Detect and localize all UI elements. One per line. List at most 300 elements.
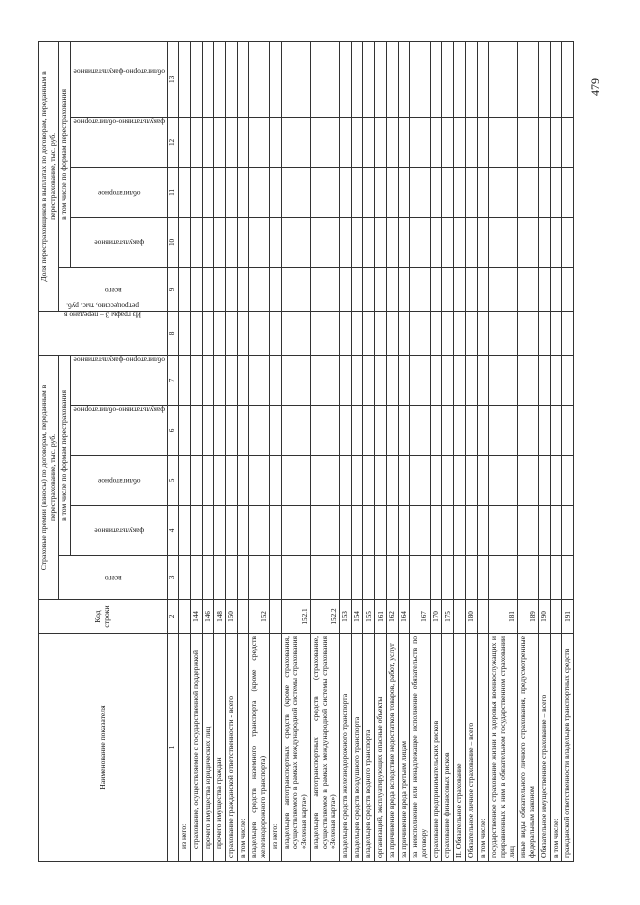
table-row <box>398 41 410 861</box>
value-cell <box>430 117 442 167</box>
value-cell <box>489 117 518 167</box>
value-cell <box>226 167 238 217</box>
value-cell <box>398 217 410 267</box>
value-cell <box>550 41 562 117</box>
value-cell <box>214 311 226 355</box>
value-cell <box>237 311 249 355</box>
row-name: страхование предпринимательских рисков <box>430 634 442 862</box>
value-cell <box>339 506 351 556</box>
value-cell <box>386 355 398 405</box>
value-cell <box>226 406 238 456</box>
value-cell <box>562 355 574 405</box>
rotated-page-content <box>38 42 583 862</box>
value-cell <box>226 456 238 506</box>
value-cell <box>310 167 339 217</box>
value-cell <box>226 267 238 311</box>
value-cell <box>179 217 191 267</box>
value-cell <box>410 311 430 355</box>
value-cell <box>249 556 269 600</box>
value-cell <box>398 167 410 217</box>
row-code: 152.1 <box>281 600 310 634</box>
row-name: II. Обязательное страхование <box>454 634 466 862</box>
value-cell <box>550 406 562 456</box>
value-cell <box>454 556 466 600</box>
value-cell <box>386 456 398 506</box>
row-name: иные виды обязательного личного страхования, предусмотренные федеральным законом <box>518 634 538 862</box>
column-number-cell: 2 <box>168 600 179 634</box>
value-cell <box>214 556 226 600</box>
value-cell <box>190 267 202 311</box>
value-cell <box>363 506 375 556</box>
value-cell <box>410 506 430 556</box>
value-cell <box>562 311 574 355</box>
value-cell <box>430 167 442 217</box>
value-cell <box>190 41 202 117</box>
row-code: 146 <box>202 600 214 634</box>
value-cell <box>310 217 339 267</box>
value-cell <box>489 456 518 506</box>
value-cell <box>442 355 454 405</box>
row-code <box>269 600 281 634</box>
row-name: страхование, осуществляемое с государственной поддержкой <box>190 634 202 862</box>
value-cell <box>398 456 410 506</box>
value-cell <box>214 41 226 117</box>
row-name: владельцев средств воздушного транспорта <box>351 634 363 862</box>
value-cell <box>398 311 410 355</box>
value-cell <box>550 117 562 167</box>
row-name: государственное страхование жизни и здоровья военнослужащих и приравненных к ним в обязательном государственном страховании лиц <box>489 634 518 862</box>
col-header-premiums-total: всего <box>59 556 168 600</box>
value-cell <box>281 355 310 405</box>
value-cell <box>562 117 574 167</box>
value-cell <box>518 556 538 600</box>
value-cell <box>489 267 518 311</box>
value-cell <box>269 456 281 506</box>
value-cell <box>363 117 375 167</box>
column-number-cell: 1 <box>168 634 179 862</box>
table-row <box>562 41 574 861</box>
value-cell <box>339 41 351 117</box>
row-code: 175 <box>442 600 454 634</box>
value-cell <box>202 456 214 506</box>
value-cell <box>179 117 191 167</box>
value-cell <box>351 217 363 267</box>
value-cell <box>518 117 538 167</box>
row-code: 190 <box>538 600 550 634</box>
value-cell <box>310 406 339 456</box>
table-row <box>375 41 387 861</box>
value-cell <box>281 267 310 311</box>
value-cell <box>454 506 466 556</box>
value-cell <box>281 506 310 556</box>
row-name: в том числе: <box>237 634 249 862</box>
table-row <box>269 41 281 861</box>
value-cell <box>550 311 562 355</box>
value-cell <box>310 556 339 600</box>
value-cell <box>226 217 238 267</box>
value-cell <box>226 355 238 405</box>
row-code: 152 <box>249 600 269 634</box>
value-cell <box>281 217 310 267</box>
table-row <box>226 41 238 861</box>
value-cell <box>310 506 339 556</box>
value-cell <box>562 167 574 217</box>
value-cell <box>550 506 562 556</box>
column-number-cell: 10 <box>168 217 179 267</box>
value-cell <box>489 41 518 117</box>
value-cell <box>249 311 269 355</box>
value-cell <box>202 506 214 556</box>
value-cell <box>202 406 214 456</box>
value-cell <box>386 117 398 167</box>
value-cell <box>562 267 574 311</box>
value-cell <box>249 456 269 506</box>
value-cell <box>430 41 442 117</box>
value-cell <box>562 456 574 506</box>
value-cell <box>398 556 410 600</box>
value-cell <box>281 406 310 456</box>
value-cell <box>190 217 202 267</box>
value-cell <box>351 456 363 506</box>
value-cell <box>477 217 489 267</box>
value-cell <box>281 117 310 167</box>
value-cell <box>410 456 430 506</box>
value-cell <box>442 406 454 456</box>
value-cell <box>339 556 351 600</box>
value-cell <box>179 311 191 355</box>
value-cell <box>518 355 538 405</box>
value-cell <box>214 406 226 456</box>
col-header-fac-obl: факультативно-облигаторное <box>71 406 168 456</box>
value-cell <box>269 41 281 117</box>
value-cell <box>518 167 538 217</box>
col-header-obl: облигаторное <box>71 456 168 506</box>
row-name: гражданской ответственности владельцев транспортных средств <box>562 634 574 862</box>
row-name: в том числе: <box>477 634 489 862</box>
value-cell <box>465 556 477 600</box>
row-code <box>237 600 249 634</box>
value-cell <box>465 217 477 267</box>
value-cell <box>386 311 398 355</box>
value-cell <box>202 311 214 355</box>
value-cell <box>410 117 430 167</box>
report-table <box>38 41 574 862</box>
value-cell <box>249 167 269 217</box>
value-cell <box>477 456 489 506</box>
value-cell <box>465 406 477 456</box>
value-cell <box>430 556 442 600</box>
row-code: 152.2 <box>310 600 339 634</box>
row-code <box>454 600 466 634</box>
value-cell <box>363 217 375 267</box>
value-cell <box>442 456 454 506</box>
value-cell <box>538 506 550 556</box>
value-cell <box>398 117 410 167</box>
row-code <box>477 600 489 634</box>
value-cell <box>351 311 363 355</box>
table-row <box>190 41 202 861</box>
value-cell <box>269 267 281 311</box>
row-name: прочего имущества юридических лиц <box>202 634 214 862</box>
value-cell <box>375 406 387 456</box>
value-cell <box>465 267 477 311</box>
value-cell <box>538 41 550 117</box>
value-cell <box>489 556 518 600</box>
value-cell <box>202 217 214 267</box>
value-cell <box>430 406 442 456</box>
col-header-fac-obl-2: факультативно-облигаторное <box>71 117 168 167</box>
row-name: страхование финансовых рисков <box>442 634 454 862</box>
value-cell <box>375 217 387 267</box>
value-cell <box>454 117 466 167</box>
value-cell <box>351 355 363 405</box>
value-cell <box>237 217 249 267</box>
value-cell <box>489 406 518 456</box>
value-cell <box>442 267 454 311</box>
value-cell <box>489 167 518 217</box>
value-cell <box>442 556 454 600</box>
value-cell <box>226 556 238 600</box>
row-name: Обязательное личное страхование – всего <box>465 634 477 862</box>
value-cell <box>237 406 249 456</box>
value-cell <box>398 267 410 311</box>
value-cell <box>281 41 310 117</box>
value-cell <box>214 355 226 405</box>
value-cell <box>465 41 477 117</box>
value-cell <box>430 217 442 267</box>
table-row <box>442 41 454 861</box>
value-cell <box>375 167 387 217</box>
value-cell <box>518 456 538 506</box>
row-code: 148 <box>214 600 226 634</box>
value-cell <box>226 41 238 117</box>
row-code: 181 <box>489 600 518 634</box>
value-cell <box>454 267 466 311</box>
col-header-obl-fac-2: облигаторно-факультативное <box>71 41 168 117</box>
value-cell <box>465 355 477 405</box>
table-row <box>310 41 339 861</box>
value-cell <box>363 167 375 217</box>
value-cell <box>477 41 489 117</box>
value-cell <box>226 117 238 167</box>
group-header-premiums: Страховые премии (взносы) по договорам, переданным в перестрахование, тыс. руб. <box>39 355 59 599</box>
row-name: Обязательное имущественное страхование – всего <box>538 634 550 862</box>
value-cell <box>179 267 191 311</box>
value-cell <box>190 556 202 600</box>
value-cell <box>269 117 281 167</box>
value-cell <box>249 41 269 117</box>
value-cell <box>310 41 339 117</box>
value-cell <box>339 217 351 267</box>
value-cell <box>550 267 562 311</box>
value-cell <box>190 406 202 456</box>
value-cell <box>179 406 191 456</box>
value-cell <box>410 267 430 311</box>
value-cell <box>538 217 550 267</box>
table-row <box>550 41 562 861</box>
table-row <box>202 41 214 861</box>
value-cell <box>269 406 281 456</box>
row-name: за причинение вреда третьим лицам <box>398 634 410 862</box>
value-cell <box>398 41 410 117</box>
value-cell <box>351 117 363 167</box>
table-row <box>410 41 430 861</box>
value-cell <box>538 267 550 311</box>
value-cell <box>442 167 454 217</box>
col-header-fac-2: факультативное <box>71 217 168 267</box>
value-cell <box>375 41 387 117</box>
value-cell <box>410 406 430 456</box>
value-cell <box>518 41 538 117</box>
value-cell <box>214 506 226 556</box>
value-cell <box>339 406 351 456</box>
column-number-cell: 13 <box>168 41 179 117</box>
value-cell <box>410 41 430 117</box>
table-row <box>477 41 489 861</box>
col-header-obl-fac: облигаторно-факультативное <box>71 355 168 405</box>
value-cell <box>190 311 202 355</box>
value-cell <box>202 556 214 600</box>
value-cell <box>351 556 363 600</box>
value-cell <box>214 167 226 217</box>
table-row <box>237 41 249 861</box>
value-cell <box>477 267 489 311</box>
table-row <box>386 41 398 861</box>
value-cell <box>310 117 339 167</box>
row-name: владельцев автотранспортных средств (кроме страхования, осуществляемого в рамках международной системы страхования «Зеленая карта») <box>281 634 310 862</box>
value-cell <box>269 167 281 217</box>
value-cell <box>269 506 281 556</box>
value-cell <box>375 456 387 506</box>
row-code: 167 <box>410 600 430 634</box>
value-cell <box>214 267 226 311</box>
row-name: организаций, эксплуатирующих опасные объекты <box>375 634 387 862</box>
value-cell <box>179 167 191 217</box>
column-number-cell: 12 <box>168 117 179 167</box>
row-name: за неисполнение или ненадлежащее исполнение обязательств по договору <box>410 634 430 862</box>
value-cell <box>442 311 454 355</box>
col-header-fac: факультативное <box>71 506 168 556</box>
value-cell <box>430 506 442 556</box>
value-cell <box>237 41 249 117</box>
value-cell <box>562 41 574 117</box>
value-cell <box>310 456 339 506</box>
page-number: 479 <box>588 78 602 96</box>
value-cell <box>375 267 387 311</box>
value-cell <box>339 117 351 167</box>
value-cell <box>310 311 339 355</box>
column-number-cell: 3 <box>168 556 179 600</box>
value-cell <box>179 41 191 117</box>
value-cell <box>339 355 351 405</box>
value-cell <box>363 355 375 405</box>
row-name: страхование гражданской ответственности - всего <box>226 634 238 862</box>
value-cell <box>454 217 466 267</box>
value-cell <box>410 556 430 600</box>
subgroup-header-premiums: в том числе по формам перестрахования <box>59 355 71 555</box>
value-cell <box>281 167 310 217</box>
value-cell <box>538 355 550 405</box>
value-cell <box>410 355 430 405</box>
value-cell <box>562 406 574 456</box>
col-header-share-total: всего <box>59 267 168 311</box>
value-cell <box>269 217 281 267</box>
table-row <box>454 41 466 861</box>
value-cell <box>518 311 538 355</box>
row-name: владельцев средств водного транспорта <box>363 634 375 862</box>
value-cell <box>386 406 398 456</box>
row-code <box>550 600 562 634</box>
value-cell <box>249 406 269 456</box>
value-cell <box>237 117 249 167</box>
value-cell <box>550 217 562 267</box>
value-cell <box>214 117 226 167</box>
row-name: из него: <box>179 634 191 862</box>
col-header-retrocession: Из графы 3 – передано в ретроцессию, тыс. руб. <box>39 311 168 355</box>
value-cell <box>454 406 466 456</box>
value-cell <box>202 117 214 167</box>
value-cell <box>489 355 518 405</box>
value-cell <box>398 355 410 405</box>
row-code: 164 <box>398 600 410 634</box>
column-number-cell: 4 <box>168 506 179 556</box>
col-header-obl-2: облигаторное <box>71 167 168 217</box>
value-cell <box>454 355 466 405</box>
row-name: в том числе: <box>550 634 562 862</box>
value-cell <box>249 267 269 311</box>
row-code: 170 <box>430 600 442 634</box>
value-cell <box>386 506 398 556</box>
row-name: прочего имущества граждан <box>214 634 226 862</box>
value-cell <box>375 355 387 405</box>
value-cell <box>430 456 442 506</box>
value-cell <box>363 406 375 456</box>
value-cell <box>269 311 281 355</box>
value-cell <box>214 456 226 506</box>
value-cell <box>562 506 574 556</box>
table-row <box>351 41 363 861</box>
value-cell <box>202 267 214 311</box>
table-row <box>179 41 191 861</box>
value-cell <box>430 311 442 355</box>
value-cell <box>430 267 442 311</box>
value-cell <box>375 506 387 556</box>
value-cell <box>518 406 538 456</box>
row-code: 153 <box>339 600 351 634</box>
value-cell <box>179 456 191 506</box>
value-cell <box>226 311 238 355</box>
value-cell <box>351 506 363 556</box>
column-number-row <box>168 41 179 861</box>
row-code: 161 <box>375 600 387 634</box>
value-cell <box>518 217 538 267</box>
value-cell <box>375 117 387 167</box>
value-cell <box>190 456 202 506</box>
value-cell <box>489 217 518 267</box>
value-cell <box>351 167 363 217</box>
table-row <box>489 41 518 861</box>
value-cell <box>518 506 538 556</box>
row-code: 155 <box>363 600 375 634</box>
value-cell <box>477 506 489 556</box>
value-cell <box>281 556 310 600</box>
value-cell <box>550 556 562 600</box>
value-cell <box>477 355 489 405</box>
row-code: 189 <box>518 600 538 634</box>
table-row <box>214 41 226 861</box>
value-cell <box>190 167 202 217</box>
value-cell <box>339 167 351 217</box>
